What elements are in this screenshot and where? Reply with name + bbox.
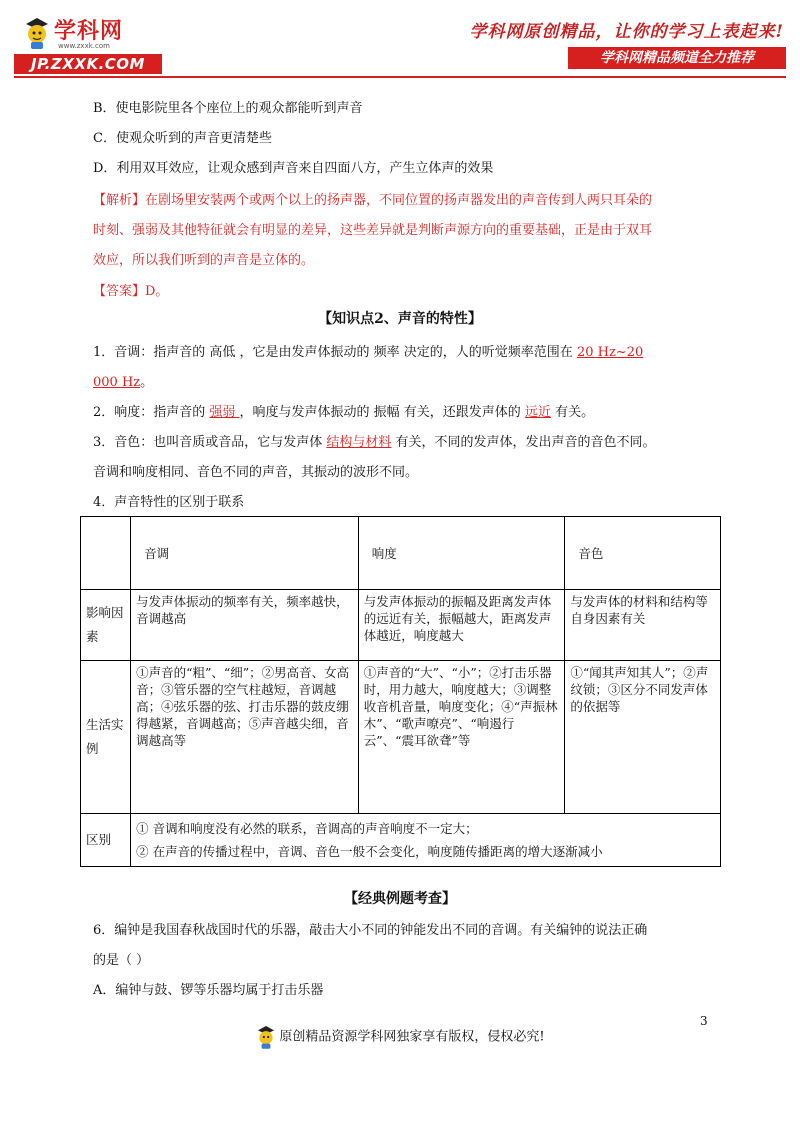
table-cell: 与发声体的材料和结构等自身因素有关 [565, 590, 721, 661]
table-cell: ①声音的“大”、“小”；②打击乐器时，用力越大，响度越大；③调整收音机音量，响度变化；④“声振林木”、“歌声嘹亮”、“响遏行云”、“震耳欲聋”等 [358, 661, 565, 814]
footer [0, 1024, 800, 1050]
logo-subtitle: www.zxxk.com [58, 42, 110, 50]
option-b: B．使电影院里各个座位上的观众都能听到声音 [93, 101, 363, 116]
option-c: C．使观众听到的声音更清楚些 [93, 131, 272, 146]
table-row [81, 661, 721, 814]
table-cell: 与发声体振动的振幅及距离发声体的远近有关，振幅越大，距离发声体越近，响度越大 [358, 590, 565, 661]
header-banner: 学科网精品频道全力推荐 [568, 47, 786, 69]
analysis-line: 时刻、强弱及其他特征就会有明显的差异，这些差异就是判断声源方向的重要基础，正是由于双耳 [93, 223, 653, 238]
point-text: 有关，不同的发声体，发出声音的音色不同。 [391, 435, 656, 450]
logo-domain: JP.ZXXK.COM [14, 54, 162, 74]
answer-blank: 结构与材料 [326, 435, 392, 450]
mascot-icon [22, 16, 52, 50]
table-corner-cell [81, 517, 131, 590]
logo-text: 学科网 [54, 19, 124, 44]
header-divider [14, 76, 786, 78]
table-header-cell: 音调 [131, 517, 359, 590]
footer-copyright: 原创精品资源学科网独家享有版权，侵权必究! [279, 1029, 545, 1045]
option-d: D．利用双耳效应，让观众感到声音来自四面八方，产生立体声的效果 [93, 161, 494, 176]
point-pitch-cont [93, 371, 153, 390]
table-cell: ①声音的“粗”、“细”；②男高音、女高音；③管乐器的空气柱越短，音调越高；④弦乐器的弦、打击乐器的鼓皮绷得越紧，音调越高；⑤声音越尖细，音调越高等 [131, 661, 359, 814]
site-logo[interactable] [14, 12, 164, 74]
knowledge-title: 【知识点2、声音的特性】 [318, 311, 482, 327]
table-cell: ①“闻其声知其人”；②声纹锁；③区分不同发声体的依据等 [565, 661, 721, 814]
question-text: 6．编钟是我国春秋战国时代的乐器，敲击大小不同的钟能发出不同的音调。有关编钟的说法正确 [93, 923, 648, 938]
table-row [81, 590, 721, 661]
point-loudness [93, 401, 594, 420]
point-text: ，响度与发声体振动的 振幅 有关，还跟发声体的 [239, 405, 525, 420]
point-timbre [93, 431, 656, 450]
point-text: 1．音调：指声音的 高低 ，它是由发声体振动的 频率 决定的，人的听觉频率范围在 [93, 345, 577, 360]
table-cell: 与发声体振动的频率有关，频率越快，音调越高 [131, 590, 359, 661]
row-header: 区别 [81, 814, 131, 867]
point-table-title: 4．声音特性的区别于联系 [93, 495, 245, 510]
answer-blank: 20 Hz~20 [576, 345, 644, 360]
answer-line: 【答案】D。 [93, 284, 169, 299]
row-header: 生活实例 [81, 661, 131, 814]
analysis-line: 【解析】在剧场里安装两个或两个以上的扬声器，不同位置的扬声器发出的声音传到人两只耳朵的 [93, 193, 653, 208]
point-timbre-cont: 音调和响度相同、音色不同的声音，其振动的波形不同。 [93, 465, 419, 480]
question-option-a: A．编钟与鼓、锣等乐器均属于打击乐器 [93, 983, 324, 998]
point-text: 。 [140, 375, 154, 390]
sound-properties-table [80, 516, 721, 867]
examples-title: 【经典例题考查】 [344, 891, 456, 907]
answer-blank: 000 Hz [93, 375, 141, 390]
header-slogan: 学科网原创精品，让你的学习上表起来! [469, 22, 784, 42]
row-header: 影响因素 [81, 590, 131, 661]
point-text: 3．音色：也叫音质或音品，它与发声体 [93, 435, 327, 450]
point-text: 2．响度：指声音的 [93, 405, 210, 420]
question-text: 的是（ ） [93, 953, 150, 968]
answer-blank: 强弱 [209, 405, 240, 420]
point-pitch [93, 341, 643, 360]
table-cell-difference [131, 814, 721, 867]
answer-blank: 远近 [524, 405, 551, 420]
table-row [81, 814, 721, 867]
mascot-icon [255, 1024, 277, 1050]
difference-line: ② 在声音的传播过程中，音调、音色一般不会变化，响度随传播距离的增大逐渐减小 [136, 844, 603, 859]
page-number: 3 [700, 1014, 708, 1028]
table-header-cell: 响度 [358, 517, 565, 590]
table-header-row [81, 517, 721, 590]
difference-line: ① 音调和响度没有必然的联系，音调高的声音响度不一定大； [136, 821, 478, 836]
point-text: 有关。 [550, 405, 595, 420]
table-header-cell: 音色 [565, 517, 721, 590]
analysis-line: 效应，所以我们听到的声音是立体的。 [93, 253, 315, 268]
